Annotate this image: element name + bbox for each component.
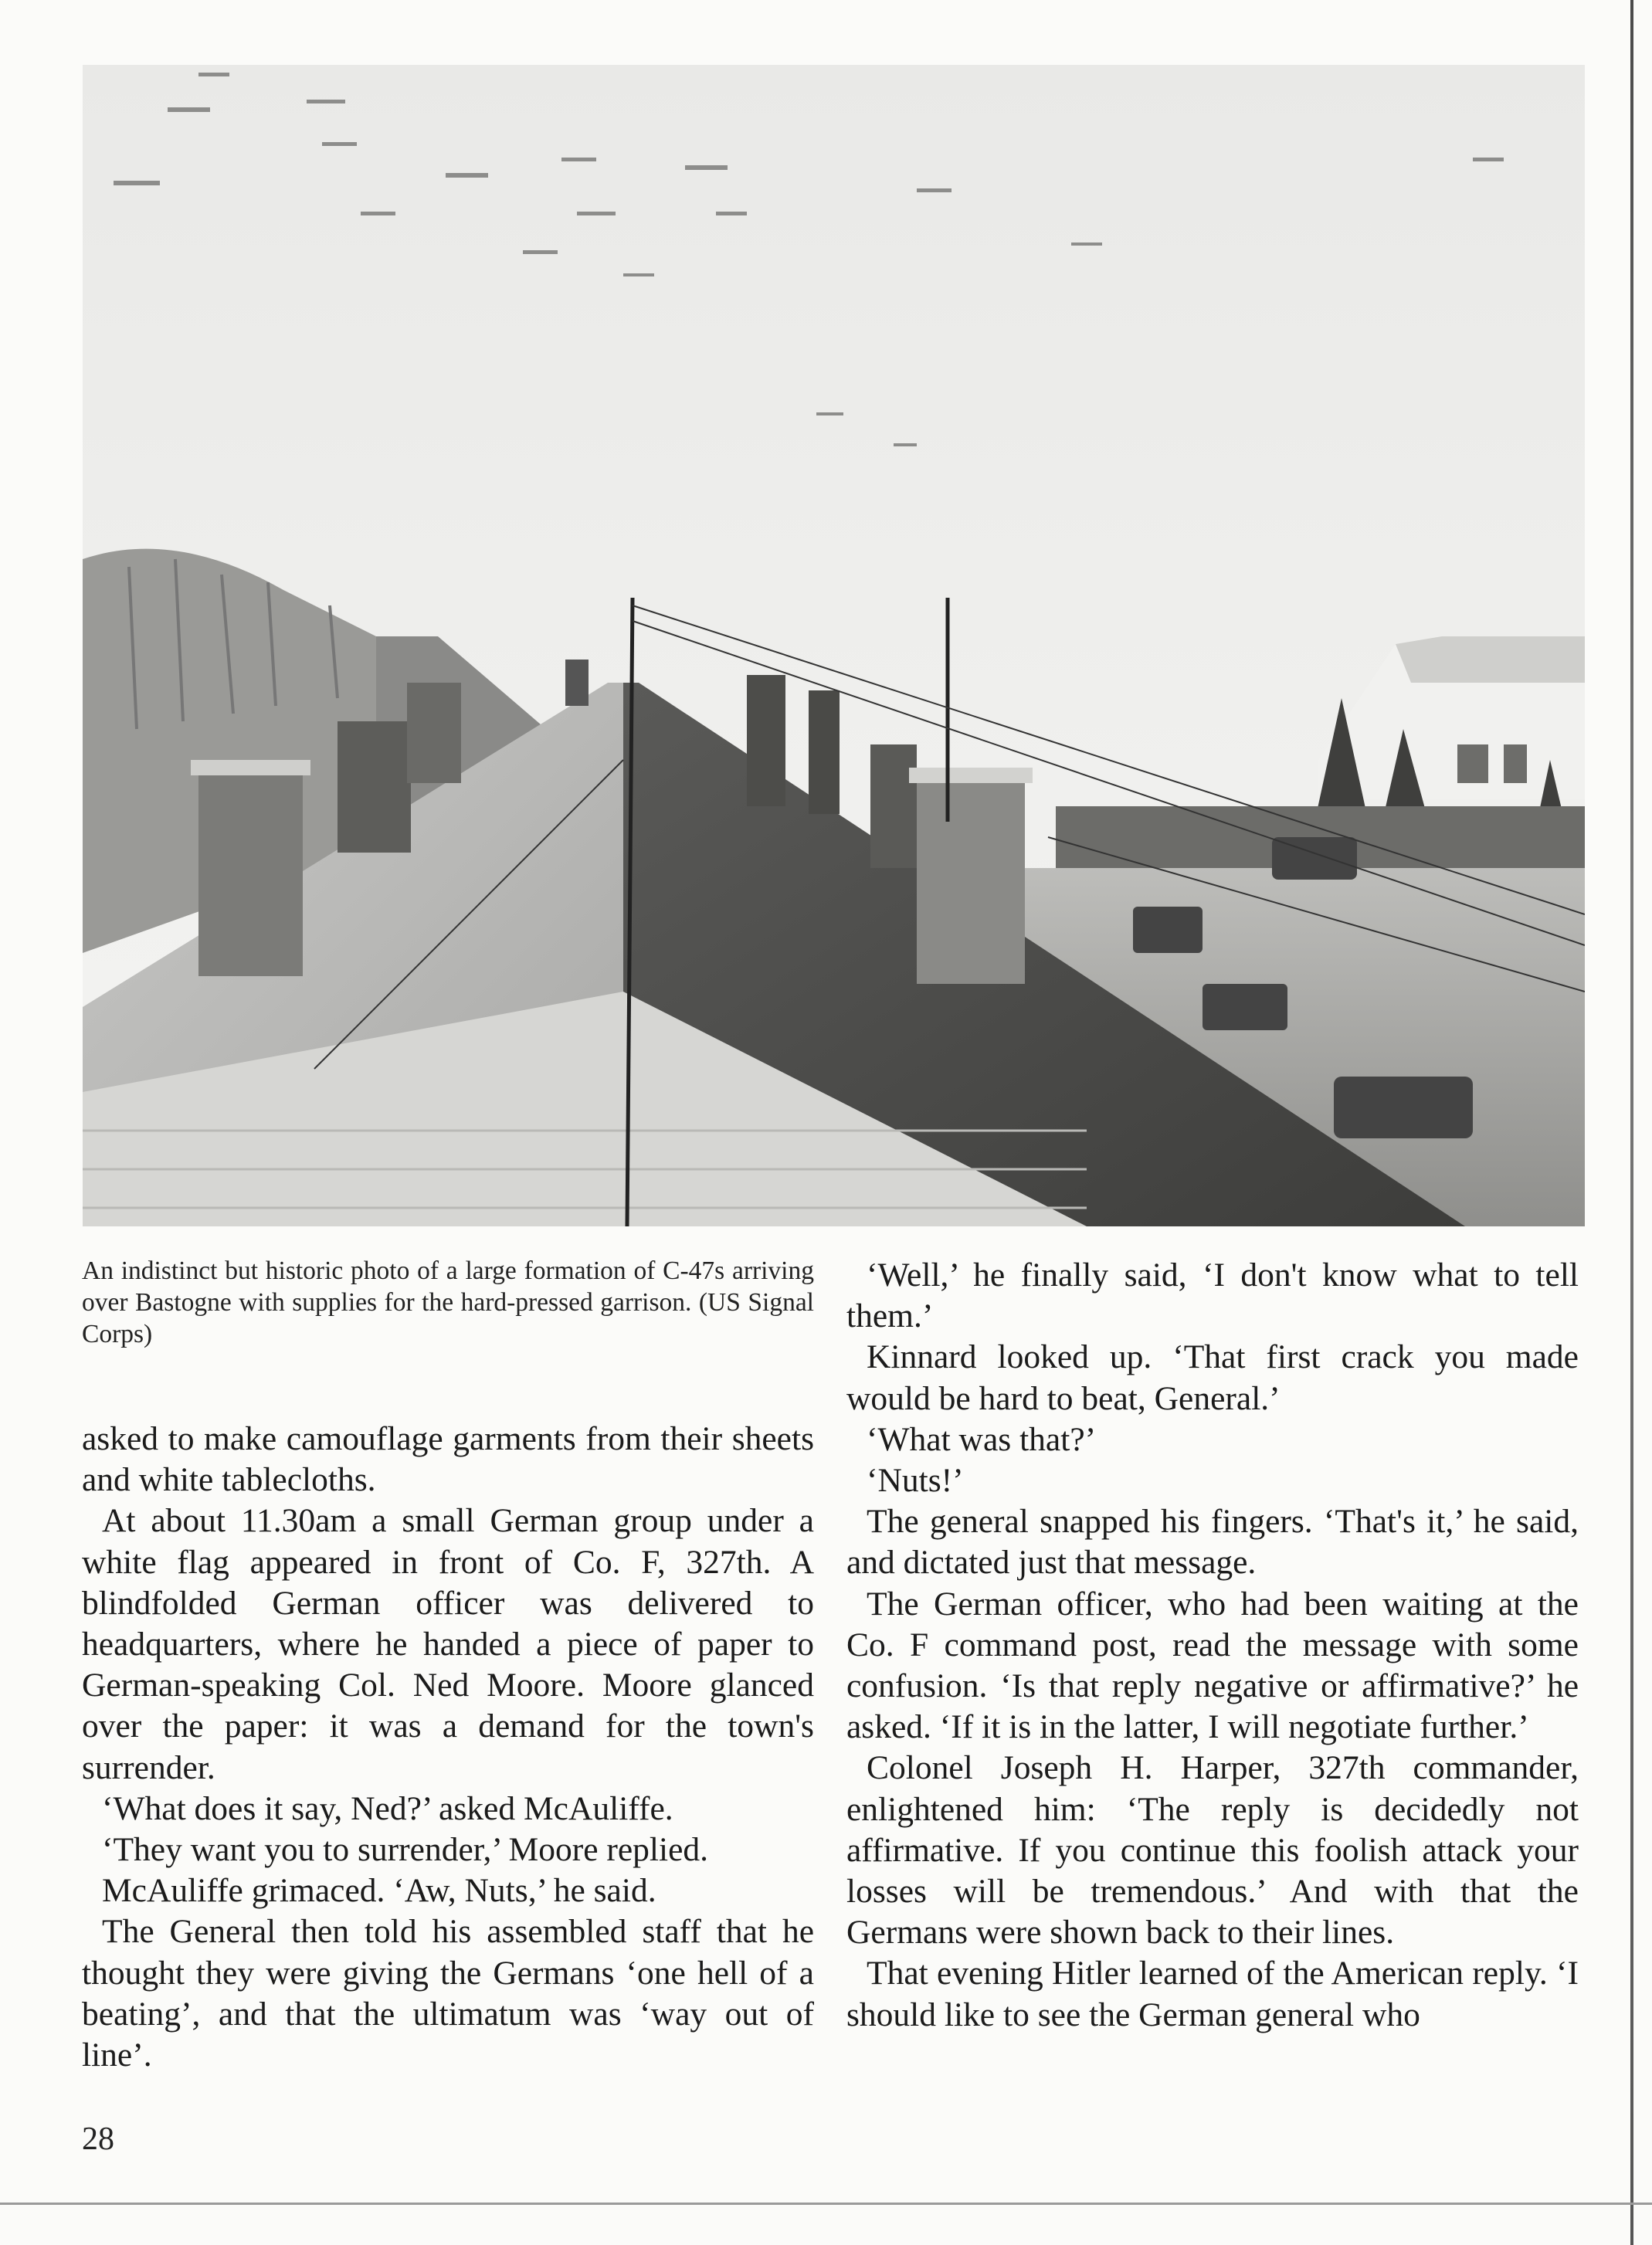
- paragraph: ‘Nuts!’: [867, 1462, 964, 1500]
- paragraph: ‘What was that?’: [867, 1420, 1097, 1458]
- page-edge-bottom: [0, 2203, 1652, 2205]
- paragraph: McAuliffe grimaced. ‘Aw, Nuts,’ he said.: [102, 1872, 656, 1910]
- paragraph: ‘What does it say, Ned?’ asked McAuliffe.: [102, 1789, 673, 1827]
- paragraph: ‘Well,’ he finally said, ‘I don't know what to tell them.’: [846, 1256, 1579, 1335]
- paragraph: The General then told his assembled staff that he thought they were giving the Germans ‘one hell of a beating’, and that the ultimatum was ‘way out of line’.: [82, 1913, 814, 2074]
- page-number: 28: [82, 2121, 114, 2157]
- photo-illustration: [83, 65, 1585, 1226]
- paragraph: That evening Hitler learned of the American reply. ‘I should like to see the German general who: [846, 1955, 1579, 2033]
- paragraph: Colonel Joseph H. Harper, 327th commander, enlightened him: ‘The reply is decidedly not affirmative. If you continue this foolish attack your losses will be tremendous.’ And with that the Germans were shown back to their lines.: [846, 1749, 1579, 1952]
- paragraph: ‘They want you to surrender,’ Moore replied.: [102, 1831, 709, 1869]
- left-column: [82, 1419, 814, 2076]
- paragraph: Kinnard looked up. ‘That first crack you made would be hard to beat, General.’: [846, 1338, 1579, 1417]
- paragraph: The general snapped his fingers. ‘That's it,’ he said, and dictated just that message.: [846, 1503, 1579, 1582]
- paragraph: At about 11.30am a small German group under a white flag appeared in front of Co. F, 327th. A blindfolded German officer was delivered to headquarters, where he handed a piece of paper to German-speaking Col. Ned Moore. Moore glanced over the paper: it was a demand for the town's surrender.: [82, 1502, 814, 1786]
- paragraph: The German officer, who had been waiting at the Co. F command post, read the message with some confusion. ‘Is that reply negative or affirmative?’ he asked. ‘If it is in the latter, I will negotiate further.’: [846, 1585, 1579, 1746]
- right-column: [846, 1255, 1579, 2036]
- paragraph: asked to make camouflage garments from their sheets and white tablecloths.: [82, 1420, 814, 1499]
- page-edge: [1630, 0, 1633, 2245]
- photo-caption: An indistinct but historic photo of a large formation of C-47s arriving over Bastogne with supplies for the hard-pressed garrison. (US Signal Corps): [82, 1256, 814, 1348]
- historic-photo: [83, 65, 1585, 1226]
